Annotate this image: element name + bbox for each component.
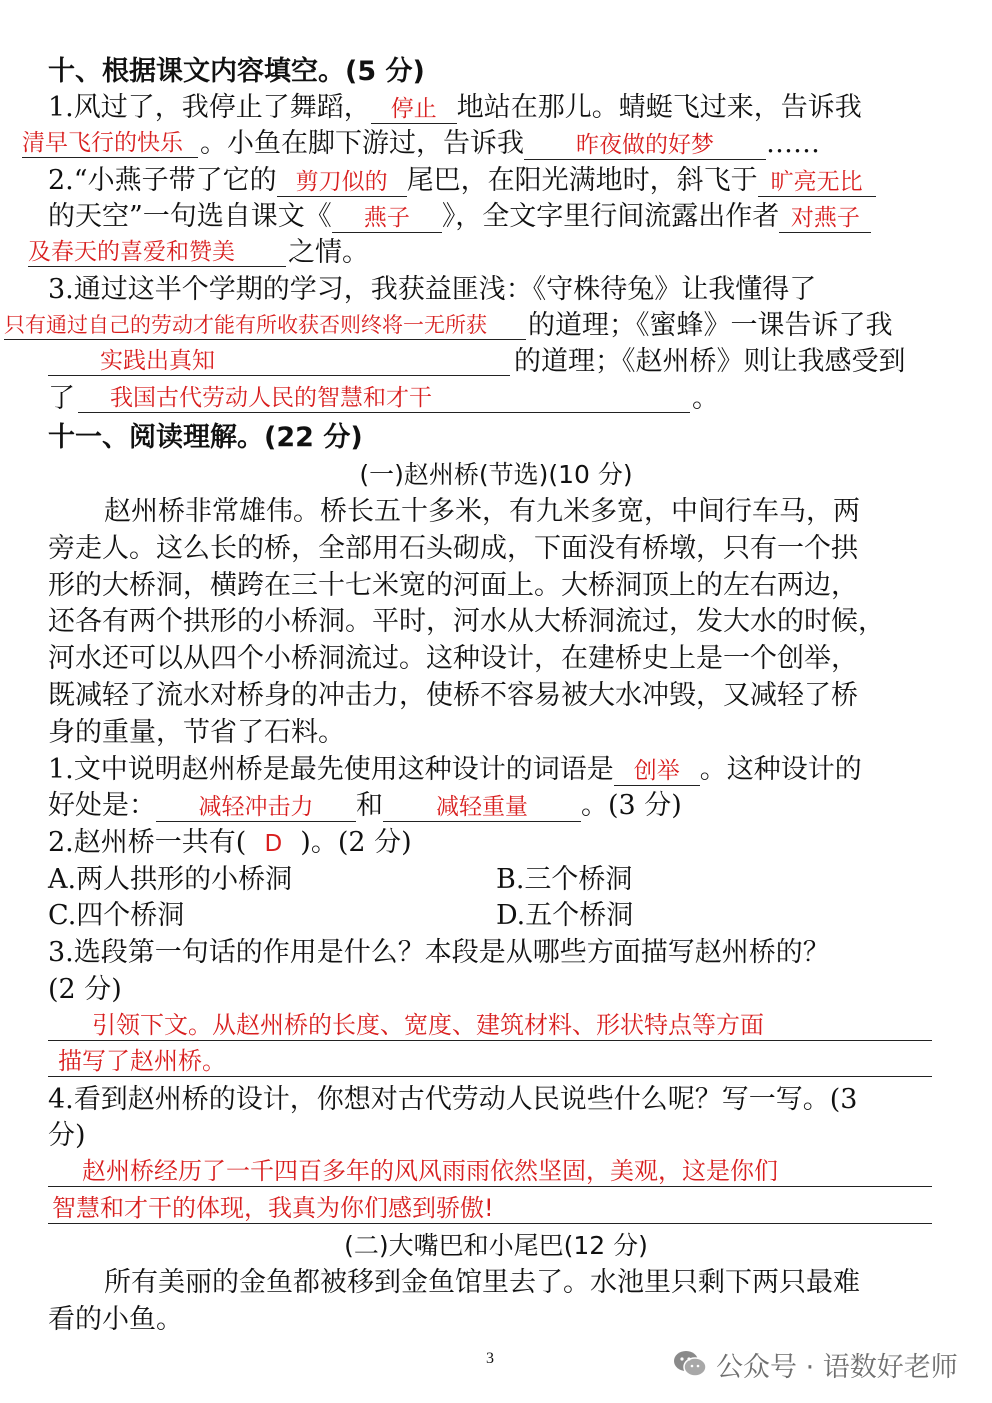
p1-q1-answer2: 减轻冲击力	[198, 794, 314, 820]
s10-q2-answer4a: 对燕子	[790, 205, 860, 231]
s10-q1-line1	[48, 90, 948, 126]
s10-q3-blank1	[4, 339, 526, 340]
s10-q3-text5: 。	[692, 383, 719, 414]
s10-q2-text5: 之情。	[288, 237, 369, 268]
p1-q4-line2: 分)	[48, 1120, 86, 1151]
s10-q3-answer3: 我国古代劳动人民的智慧和才干	[110, 385, 432, 411]
s10-q2-blank1	[277, 166, 407, 197]
p1-q4-answer2: 智慧和才干的体现，我真为你们感到骄傲!	[52, 1194, 494, 1222]
p1-q2-line	[48, 825, 948, 861]
wechat-icon	[672, 1349, 708, 1379]
s10-q2-blank3	[332, 202, 442, 233]
part1-passage-line: 既减轻了流水对桥身的冲击力，使桥不容易被大水冲毁，又减轻了桥	[48, 680, 858, 711]
s10-q2-answer1: 剪刀似的	[295, 169, 388, 195]
p1-q4-line1: 4.看到赵州桥的设计，你想对古代劳动人民说些什么呢？写一写。(3	[48, 1084, 858, 1115]
p1-q2-text2: )。(2 分)	[300, 827, 412, 858]
s10-q2-text1: 2.“小燕子带了它的	[48, 165, 277, 196]
p1-q3-line1: 3.选段第一句话的作用是什么？本段是从哪些方面描写赵州桥的？	[48, 937, 830, 968]
s10-q2-text4: 》，全文字里行间流露出作者	[441, 201, 780, 232]
p1-q1-line1	[48, 752, 948, 788]
p1-q1-text5: 。(3 分)	[581, 790, 682, 821]
s10-q2-text3: 的天空”一句选自课文《	[48, 201, 332, 232]
s10-q2-line2	[48, 199, 948, 235]
part1-title: (一)赵州桥(节选)(10 分)	[359, 460, 633, 489]
part1-passage-line: 身的重量，节省了石料。	[48, 717, 345, 748]
s10-q1-line2	[200, 126, 960, 162]
s10-q3-text3: 的道理；《赵州桥》则让我感受到	[514, 346, 906, 377]
s10-q2-text2: 尾巴，在阳光满地时，斜飞于	[406, 165, 758, 196]
p1-q4-answer-line2	[48, 1223, 932, 1224]
p1-q3-answer-line2	[48, 1076, 932, 1077]
p1-q2-text1: 2.赵州桥一共有(	[48, 827, 247, 858]
s10-q1-blank2	[22, 157, 198, 158]
p1-q3-answer2: 描写了赵州桥。	[58, 1047, 226, 1075]
p1-q1-answer3: 减轻重量	[436, 794, 528, 820]
part1-passage-line: 形的大桥洞，横跨在三十七米宽的河面上。大桥洞顶上的左右两边，	[48, 570, 858, 601]
s10-q1-text4: ……	[766, 128, 820, 159]
p1-q3-answer-line1	[48, 1040, 932, 1041]
s10-q3-line1: 3.通过这半个学期的学习，我获益匪浅：《守株待兔》让我懂得了	[48, 274, 817, 305]
s10-q1-text2: 地站在那儿。蜻蜓飞过来，告诉我	[456, 92, 862, 123]
p1-q1-blank1	[614, 755, 700, 786]
s10-q1-text3: 。小鱼在脚下游过，告诉我	[200, 128, 524, 159]
s10-q2-blank2	[758, 166, 876, 197]
s10-q1-blank3	[524, 129, 766, 160]
part1-passage-line: 还各有两个拱形的小桥洞。平时，河水从大桥洞流过，发大水的时候，	[48, 606, 885, 637]
p1-q2-option-a: A.两人拱形的小桥洞	[48, 864, 293, 895]
p1-q1-answer1: 创举	[633, 758, 680, 784]
s10-q1-answer1: 停止	[390, 96, 437, 122]
s10-q2-blank4b	[28, 266, 286, 267]
p1-q1-text4: 和	[356, 790, 383, 821]
p1-q2-answer: D	[264, 831, 283, 857]
p1-q4-answer1: 赵州桥经历了一千四百多年的风风雨雨依然坚固，美观，这是你们	[82, 1157, 778, 1185]
part2-passage-line: 看的小鱼。	[48, 1304, 183, 1335]
s10-q2-line1	[48, 163, 948, 199]
part1-passage-line: 赵州桥非常雄伟。桥长五十多米，有九米多宽，中间行车马，两	[104, 496, 860, 527]
p1-q1-text1: 1.文中说明赵州桥是最先使用这种设计的词语是	[48, 754, 614, 785]
s10-q1-blank1	[371, 93, 457, 124]
p1-q1-line2	[48, 788, 948, 824]
part1-passage-line: 河水还可以从四个小桥洞流过。这种设计，在建桥史上是一个创举，	[48, 643, 858, 674]
p1-q1-blank2	[156, 791, 356, 822]
s10-q1-answer2: 清早飞行的快乐	[22, 130, 183, 156]
p1-q1-text2: 。这种设计的	[699, 754, 862, 785]
p1-q1-blank3	[383, 791, 581, 822]
s10-q3-text2: 的道理；《蜜蜂》一课告诉了我	[528, 310, 893, 341]
page-number: 3	[486, 1350, 494, 1367]
s10-q2-blank4	[779, 202, 871, 233]
p1-q4-answer-line1	[48, 1186, 932, 1187]
watermark-text: 公众号 · 语数好老师	[716, 1351, 958, 1383]
s10-q2-answer3: 燕子	[363, 205, 410, 231]
s10-q3-answer1: 只有通过自己的劳动才能有所收获否则终将一无所获	[4, 313, 487, 337]
s10-q2-answer4b: 及春天的喜爱和赞美	[28, 239, 235, 265]
section-11-title: 十一、阅读理解。(22 分)	[48, 422, 363, 453]
s10-q1-text1: 1.风过了，我停止了舞蹈，	[48, 92, 371, 123]
p1-q3-line2: (2 分)	[48, 974, 122, 1005]
watermark	[672, 1344, 958, 1384]
p1-q2-option-c: C.四个桥洞	[48, 900, 185, 931]
s10-q3-answer2: 实践出真知	[100, 348, 215, 374]
section-10-title: 十、根据课文内容填空。(5 分)	[48, 56, 425, 87]
part2-title: (二)大嘴巴和小尾巴(12 分)	[344, 1231, 648, 1260]
p1-q3-answer1: 引领下文。从赵州桥的长度、宽度、建筑材料、形状特点等方面	[92, 1011, 764, 1039]
p1-q1-text3: 好处是：	[48, 790, 156, 821]
s10-q1-answer3: 昨夜做的好梦	[576, 132, 714, 158]
p1-q2-option-d: D.五个桥洞	[496, 900, 634, 931]
part1-passage-line: 旁走人。这么长的桥，全部用石头砌成，下面没有桥墩，只有一个拱	[48, 533, 858, 564]
part2-passage-line: 所有美丽的金鱼都被移到金鱼馆里去了。水池里只剩下两只最难	[104, 1267, 860, 1298]
s10-q3-text4: 了	[48, 383, 75, 414]
p1-q2-option-b: B.三个桥洞	[496, 864, 633, 895]
s10-q2-answer2: 旷亮无比	[770, 169, 863, 195]
